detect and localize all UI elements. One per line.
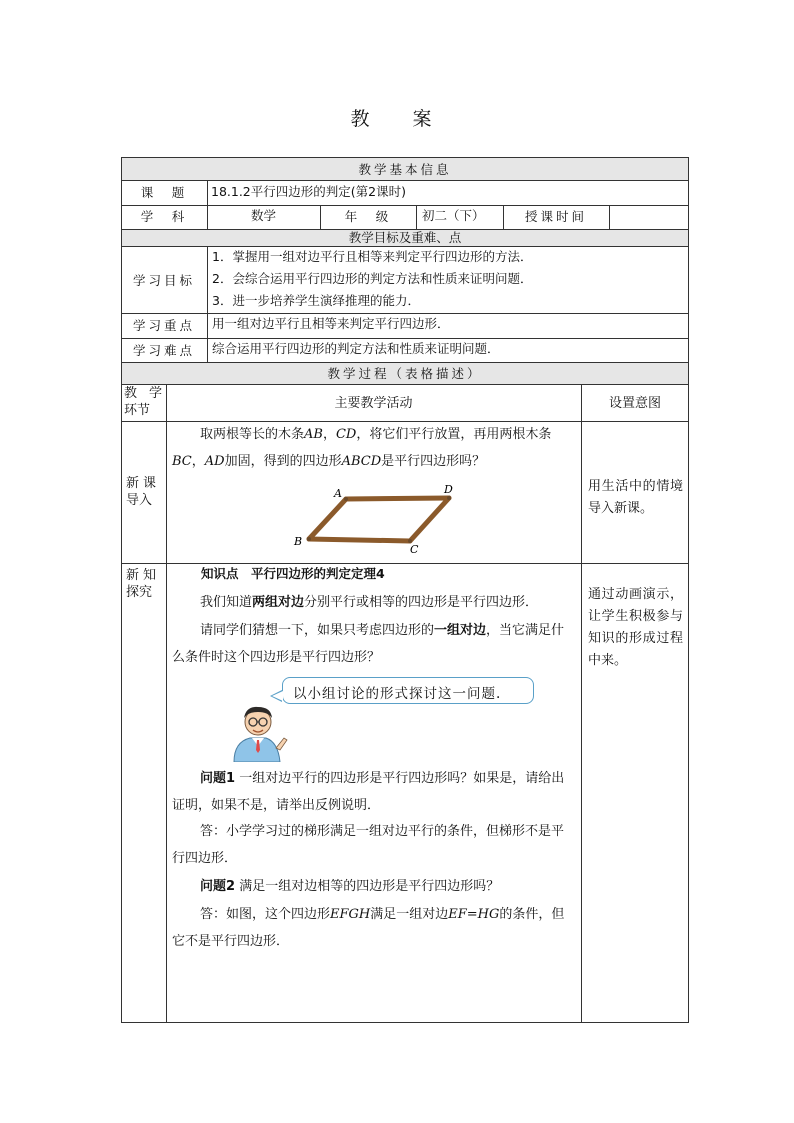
subject-label: 学 科 <box>140 209 188 224</box>
stage1-label: 新课导入 <box>126 476 156 508</box>
topic-label: 课 题 <box>140 185 188 200</box>
stage1-text: 取两根等长的木条AB，CD，将它们平行放置，再用两根木条BC，AD加固，得到的四边形ABCD是平行四边形吗？ <box>172 427 552 469</box>
basic-info-header: 教学基本信息 <box>358 162 452 177</box>
label-a: A <box>334 487 342 500</box>
key-label: 学习重点 <box>132 318 195 333</box>
stick-ab <box>309 499 346 539</box>
process-header: 教学过程（表格描述） <box>327 366 483 381</box>
question-1: 问题1 一组对边平行的四边形是平行四边形吗？如果是，请给出证明，如果不是，请举出反例说明． <box>172 771 565 813</box>
key-value: 用一组对边平行且相等来判定平行四边形． <box>212 316 450 331</box>
label-c: C <box>410 543 419 556</box>
label-d: D <box>444 483 453 496</box>
answer-2: 答：如图，这个四边形EFGH满足一组对边EF=HG的条件，但它不是平行四边形． <box>172 907 565 949</box>
difficulty-label: 学习难点 <box>132 343 195 358</box>
vertex-d <box>447 496 451 500</box>
goal-1: 1．掌握用一组对边平行且相等来判定平行四边形的方法． <box>212 249 533 264</box>
col-intent: 设置意图 <box>608 396 661 411</box>
grade-value: 初二（下） <box>422 208 485 223</box>
goals-label: 学习目标 <box>132 273 195 288</box>
goal-3: 3．进一步培养学生演绎推理的能力． <box>212 293 420 308</box>
vertex-b <box>307 537 311 541</box>
stick-ad <box>346 498 449 499</box>
stage2-label: 新知探究 <box>126 568 156 600</box>
stage1-intent: 用生活中的情境导入新课。 <box>588 479 683 516</box>
goal-2: 2．会综合运用平行四边形的判定方法和性质来证明问题． <box>212 271 533 286</box>
stage2-intent: 通过动画演示，让学生积极参与知识的形成过程中来。 <box>588 587 683 668</box>
teacher-illustration <box>228 700 288 762</box>
subject-value: 数学 <box>250 208 276 223</box>
col-stage: 教学环节 <box>124 386 162 418</box>
col-activity: 主要教学活动 <box>334 396 413 411</box>
objectives-header: 教学目标及重难、点 <box>348 230 462 245</box>
para-2: 请同学们猜想一下，如果只考虑四边形的一组对边，当它满足什么条件时这个四边形是平行四边形？ <box>172 623 565 665</box>
knowledge-point-title: 知识点 平行四边形的判定定理4 <box>201 566 385 581</box>
topic-value: 18.1.2平行四边形的判定(第2课时) <box>211 184 406 199</box>
stick-dc <box>410 498 449 541</box>
stick-bc <box>309 539 410 541</box>
vertex-a <box>344 497 348 501</box>
page-title: 教 案 <box>350 108 444 130</box>
question-2: 问题2 满足一组对边相等的四边形是平行四边形吗？ <box>200 879 500 894</box>
speech-bubble: 以小组讨论的形式探讨这一问题. <box>282 677 534 704</box>
answer-1: 答：小学学习过的梯形满足一组对边平行的条件，但梯形不是平行四边形． <box>172 824 565 866</box>
para-1: 我们知道两组对边分别平行或相等的四边形是平行四边形． <box>200 595 539 610</box>
label-b: B <box>294 535 303 548</box>
grade-label: 年 级 <box>344 209 392 224</box>
difficulty-value: 综合运用平行四边形的判定方法和性质来证明问题． <box>212 341 500 356</box>
time-label: 授课时间 <box>524 209 587 224</box>
